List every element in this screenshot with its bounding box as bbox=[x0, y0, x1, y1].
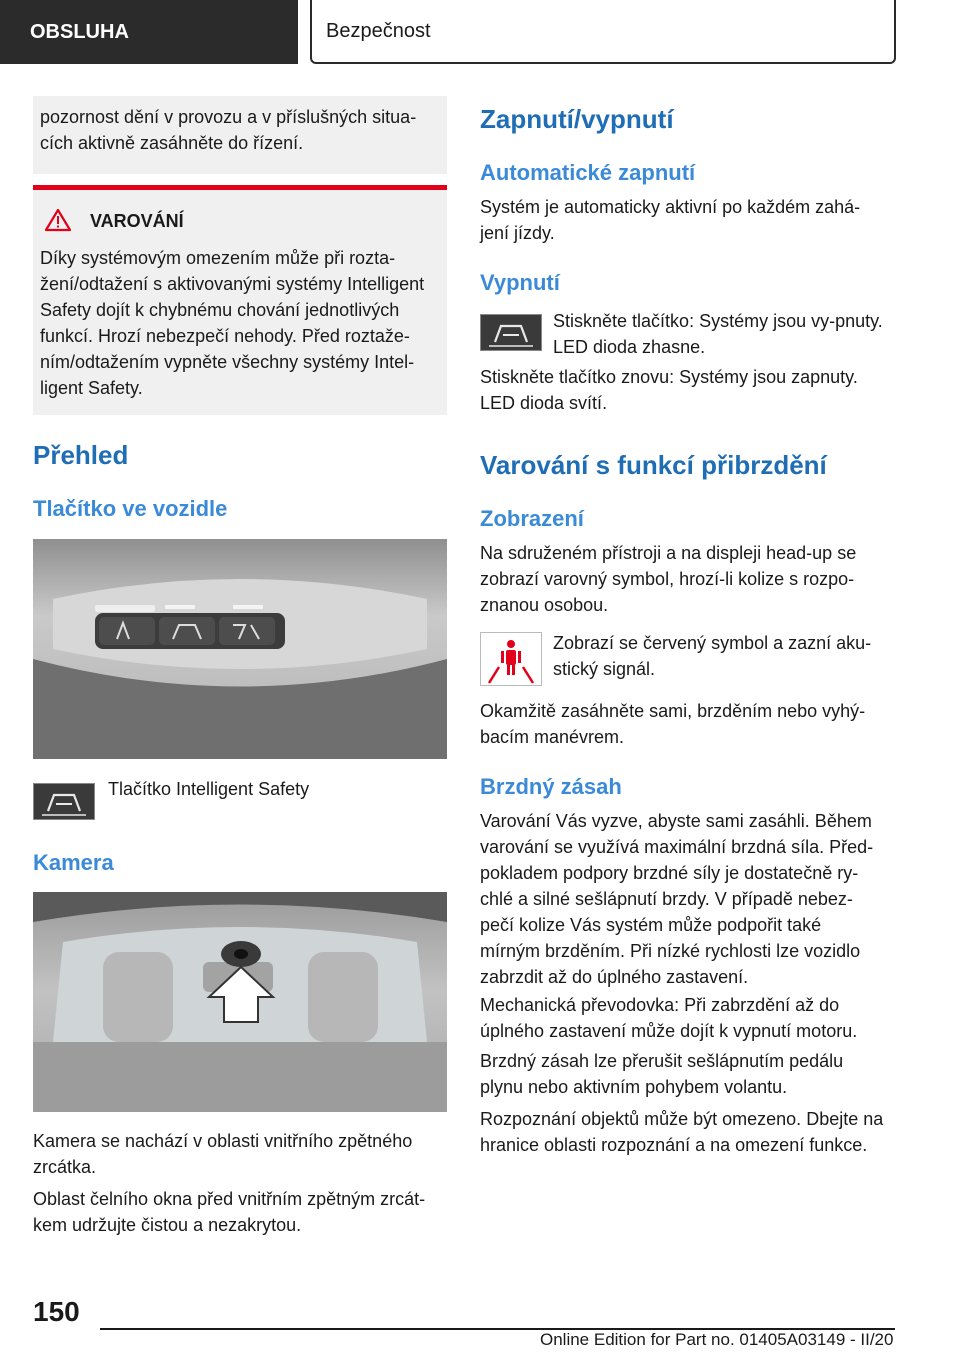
page-number: 150 bbox=[33, 1296, 80, 1327]
warning-title: VAROVÁNÍ bbox=[90, 211, 184, 231]
button-panel-photo bbox=[33, 539, 447, 759]
display-text-2: Okamžitě zasáhněte sami, brzděním nebo vyhý-bacím manévrem. bbox=[480, 701, 866, 747]
heading-overview: Přehled bbox=[33, 440, 129, 470]
display-text: Na sdruženém přístroji a na displeji head-up se zobrazí varovný symbol, hrozí-li kolize s rozpo-znanou osobou. bbox=[480, 543, 857, 615]
heading-onoff: Zapnutí/vypnutí bbox=[480, 104, 674, 134]
subheading-camera: Kamera bbox=[33, 850, 114, 875]
warning-body: Díky systémovým omezením může při rozta-žení/odtažení s aktivovanými systémy Intelligent Safety dojít k chybnému chování jednotlivých funkcí. Hrozí nebezpečí nehody. Před roztaže-ním/odtažením vypněte všechny systémy Intel-ligent Safety. bbox=[40, 248, 425, 398]
safety-button-icon bbox=[480, 314, 542, 351]
camera-text-2: Oblast čelního okna před vnitřním zpětným zrcát-kem udržujte čistou a nezakrytou. bbox=[33, 1189, 426, 1235]
subheading-button: Tlačítko ve vozidle bbox=[33, 496, 228, 521]
camera-text-1: Kamera se nachází v oblasti vnitřního zpětného zrcátka. bbox=[33, 1131, 413, 1177]
camera-photo bbox=[33, 892, 447, 1112]
subheading-auto-on: Automatické zapnutí bbox=[480, 160, 696, 185]
button-caption: Tlačítko Intelligent Safety bbox=[108, 779, 310, 799]
off-text-1: Stiskněte tlačítko: Systémy jsou vy-pnuty. LED dioda zhasne. bbox=[553, 311, 883, 357]
section-label: OBSLUHA bbox=[30, 20, 129, 43]
brake-text-4: Rozpoznání objektů může být omezeno. Dbejte na hranice oblasti rozpoznání a na omezení funkce. bbox=[480, 1109, 884, 1155]
pedestrian-warning-icon bbox=[480, 632, 542, 686]
brake-text-3: Brzdný zásah lze přerušit sešlápnutím pedálu plynu nebo aktivním pohybem volantu. bbox=[480, 1051, 844, 1097]
section-tab bbox=[0, 0, 298, 64]
chapter-header bbox=[310, 0, 896, 64]
brake-text-1: Varování Vás vyzve, abyste sami zasáhli. Během varování se využívá maximální brzdná síla. Před-pokladem podpory brzdné síly je dostatečně ry-chlé a silné sešlápnutí brzdy. V případě nebez-pečí kolize Vás systém může podpořit také mírným brzděním. Při nízké rychlosti lze vozidlo zabrzdit až do úplného zastavení. bbox=[480, 811, 874, 987]
subheading-display: Zobrazení bbox=[480, 506, 584, 531]
off-text-2: Stiskněte tlačítko znovu: Systémy jsou zapnuty. LED dioda svítí. bbox=[480, 367, 858, 413]
brake-text-2: Mechanická převodovka: Při zabrzdění až do úplného zastavení může dojít k vypnutí motoru. bbox=[480, 995, 858, 1041]
warning-triangle-icon bbox=[44, 208, 72, 232]
chapter-label: Bezpečnost bbox=[326, 19, 431, 42]
auto-on-text: Systém je automaticky aktivní po každém zahá-jení jízdy. bbox=[480, 197, 861, 243]
subheading-brake: Brzdný zásah bbox=[480, 774, 622, 799]
intelligent-safety-button-icon bbox=[33, 783, 95, 820]
intro-text: pozornost dění v provozu a v příslušných situa-cích aktivně zasáhněte do řízení. bbox=[40, 107, 417, 153]
heading-warning-brake: Varování s funkcí přibrzdění bbox=[480, 450, 827, 480]
display-icon-text: Zobrazí se červený symbol a zazní aku-stický signál. bbox=[553, 633, 872, 679]
edition-text: Online Edition for Part no. 01405A03149 - II/20 bbox=[540, 1330, 894, 1349]
subheading-off: Vypnutí bbox=[480, 270, 560, 295]
